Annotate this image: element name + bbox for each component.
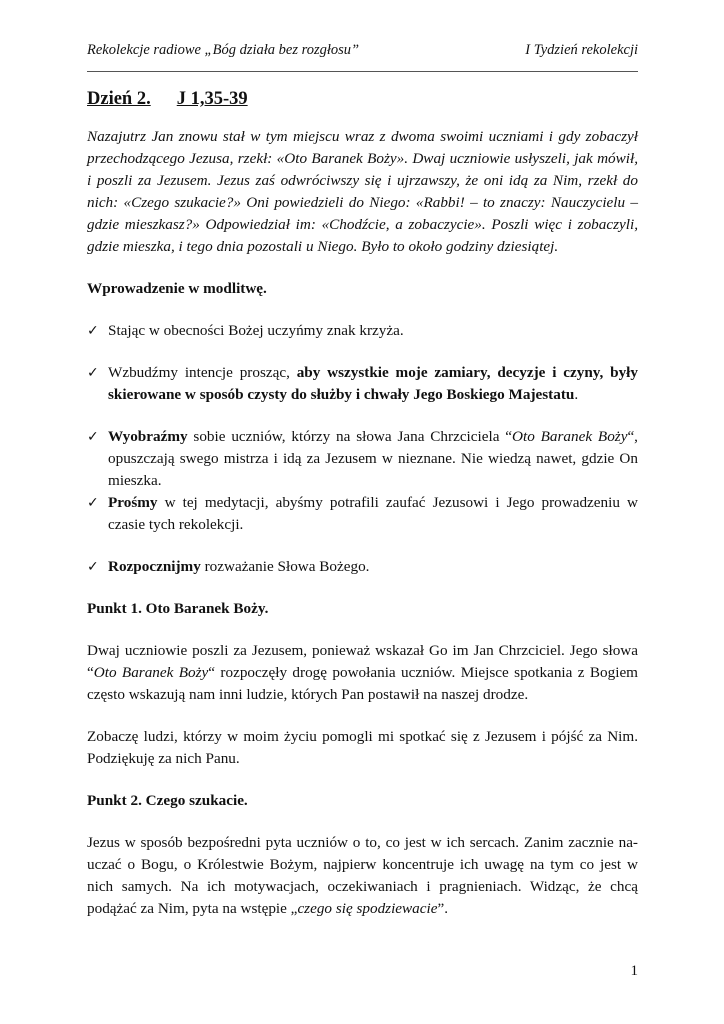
paragraph-text-end: “ rozpoczęły drogę powołania uczniów. Miejsce spotkania z Bogiem często wskazują nam inni ludzie, których Pan postawił na naszej drodze. [87,664,638,703]
bullet-text: Stając w obecności Bożej uczyńmy znak krzyża. [108,322,404,339]
bullet-bold-text: aby wszystkie moje zamiary, decyzje i czyny, były skierowane w sposób czysty do służby i chwały Jego Boskiego Majestatu [108,364,638,403]
header-week: I Tydzień rekolekcji [525,42,638,58]
bullet-bold-text: Wyobraźmy [108,428,188,445]
bullet-bold-text: Prośmy [108,494,158,511]
list-item [87,426,638,492]
paragraph-text: Jezus w sposób bezpośredni pyta uczniów o to, co jest w ich sercach. Zanim zacznie na-uczać o Bogu, o Królestwie Bożym, najpierw koncentruje ich uwagę na tym co jest w nich samych. Na ich motywacjach, oczekiwaniach i pragnieniach. Widząc, że chcą podążać za Nim, pyta na wstępie „ [87,834,638,917]
bullet-text-end: “, opuszczają swego mistrza i idą za Jezusem w nieznane. Nie wiedzą nawet, gdzie On mieszka. [108,428,638,489]
point1-paragraph-1 [87,640,638,706]
check-icon: ✓ [87,429,99,445]
list-item [87,492,638,536]
bullet-bold-text: Rozpocznijmy [108,558,201,575]
bullet-italic-text: Oto Baranek Boży [512,428,628,445]
point1-heading: Punkt 1. Oto Baranek Boży. [87,600,269,617]
running-header [87,42,638,64]
list-item [87,362,638,406]
check-icon: ✓ [87,495,99,511]
page-number: 1 [630,963,638,979]
bullet-text: sobie uczniów, którzy na słowa Jana Chrzciciela “ [187,428,513,445]
bullet-text: w tej medytacji, abyśmy potrafili zaufać Jezusowi i Jego prowadzeniu w czasie tych rekolekcji. [108,494,638,533]
paragraph-italic: Oto Baranek Boży [93,664,209,681]
point2-heading: Punkt 2. Czego szukacie. [87,792,248,809]
bullet-text: rozważanie Słowa Bożego. [200,558,370,575]
point1-paragraph-2: Zobaczę ludzi, którzy w moim życiu pomogli mi spotkać się z Jezusem i pójść za Nim. Podziękuję za nich Panu. [87,728,638,767]
point2-paragraph-1 [87,832,638,920]
page-title [87,86,638,112]
title-day: Dzień 2. [87,89,151,109]
bullet-text-end: . [574,386,579,403]
list-item [87,556,638,578]
check-icon: ✓ [87,365,99,381]
paragraph-text: Dwaj uczniowie poszli za Jezusem, ponieważ wskazał Go im Jan Chrzciciel. Jego słowa “ [87,642,638,681]
check-icon: ✓ [87,559,99,575]
intro-heading: Wprowadzenie w modlitwę. [87,280,267,297]
header-divider [87,71,638,72]
prayer-steps-list [87,320,638,578]
header-title: Rekolekcje radiowe „Bóg działa bez rozgłosu” [87,42,360,58]
paragraph-italic: czego się spodziewacie [297,900,438,917]
list-item [87,320,638,342]
document-body [87,86,638,940]
paragraph-text-end: ”. [437,900,449,917]
scripture-quote: Nazajutrz Jan znowu stał w tym miejscu wraz z dwoma swoimi uczniami i gdy zobaczył przechodzącego Jezusa, rzekł: «Oto Baranek Boży». Dwaj uczniowie usłyszeli, jak mówił, i poszli za Jezusem. Jezus zaś odwróciwszy się i ujrzawszy, że oni idą za Nim, rzekł do nich: «Czego szukacie?» Oni powiedzieli do Niego: «Rabbi! – to znaczy: Nauczycielu – gdzie mieszkasz?» Odpowiedział im: «Chodźcie, a zobaczycie». Poszli więc i zobaczyli, gdzie mieszka, i tego dnia pozostali u Niego. Było to około godziny dziesiątej. [87,128,638,255]
bullet-text: Wzbudźmy intencje prosząc, [108,364,297,381]
title-reference: J 1,35-39 [176,89,248,109]
check-icon: ✓ [87,323,99,339]
